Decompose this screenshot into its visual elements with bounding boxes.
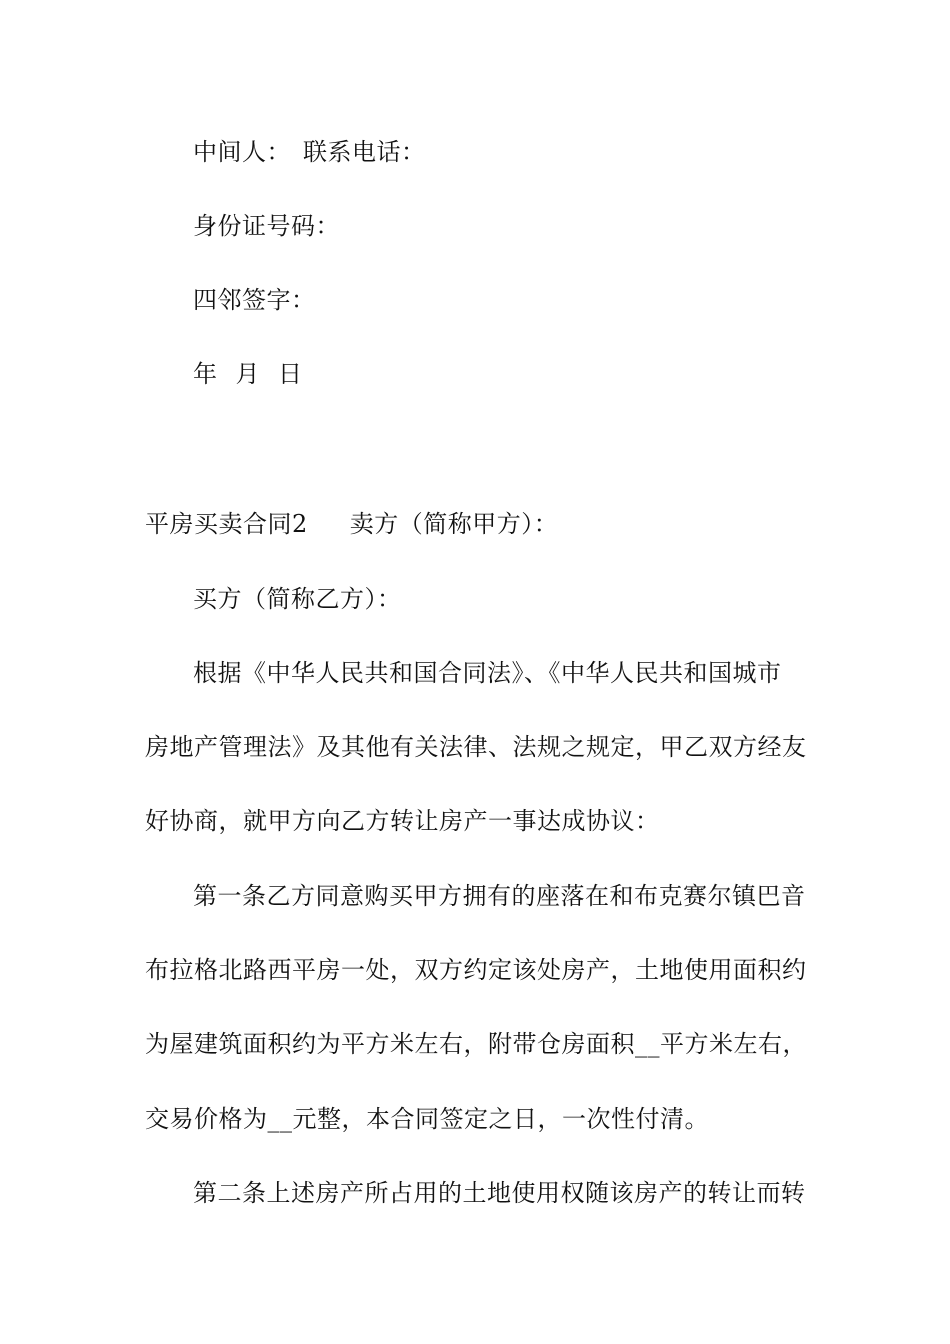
- date-line: [193, 359, 303, 389]
- article-1-line-2: 布拉格北路西平房一处，双方约定该处房产，土地使用面积约: [145, 956, 807, 984]
- contract-title: 平房买卖合同2: [145, 510, 308, 538]
- paragraph-1-line-1: 根据《中华人民共和国合同法》、《中华人民共和国城市: [193, 659, 782, 687]
- date-month: 月: [235, 360, 260, 388]
- date-year: 年: [193, 360, 218, 388]
- paragraph-1-line-3: 好协商，就甲方向乙方转让房产一事达成协议：: [145, 807, 660, 835]
- intermediary-label: 中间人：: [193, 138, 291, 166]
- seller-label: 卖方（简称甲方）：: [349, 510, 559, 538]
- id-number-line: 身份证号码：: [193, 212, 340, 240]
- paragraph-1-line-2: 房地产管理法》及其他有关法律、法规之规定，甲乙双方经友: [145, 733, 807, 761]
- contract-title-line: [145, 509, 558, 539]
- buyer-line: 买方（简称乙方）：: [193, 585, 402, 613]
- article-1-line-3: 为屋建筑面积约为平方米左右，附带仓房面积__平方米左右，: [145, 1030, 807, 1058]
- article-2-line-1: 第二条上述房产所占用的土地使用权随该房产的转让而转: [193, 1179, 806, 1207]
- article-1-line-4: 交易价格为__元整，本合同签定之日，一次性付清。: [145, 1105, 709, 1133]
- intermediary-line: [193, 137, 426, 167]
- intermediary-phone-label: 联系电话：: [303, 138, 426, 166]
- date-day: 日: [278, 360, 303, 388]
- neighbors-signature-line: 四邻签字：: [193, 286, 316, 314]
- article-1-line-1: 第一条乙方同意购买甲方拥有的座落在和布克赛尔镇巴音: [193, 882, 806, 910]
